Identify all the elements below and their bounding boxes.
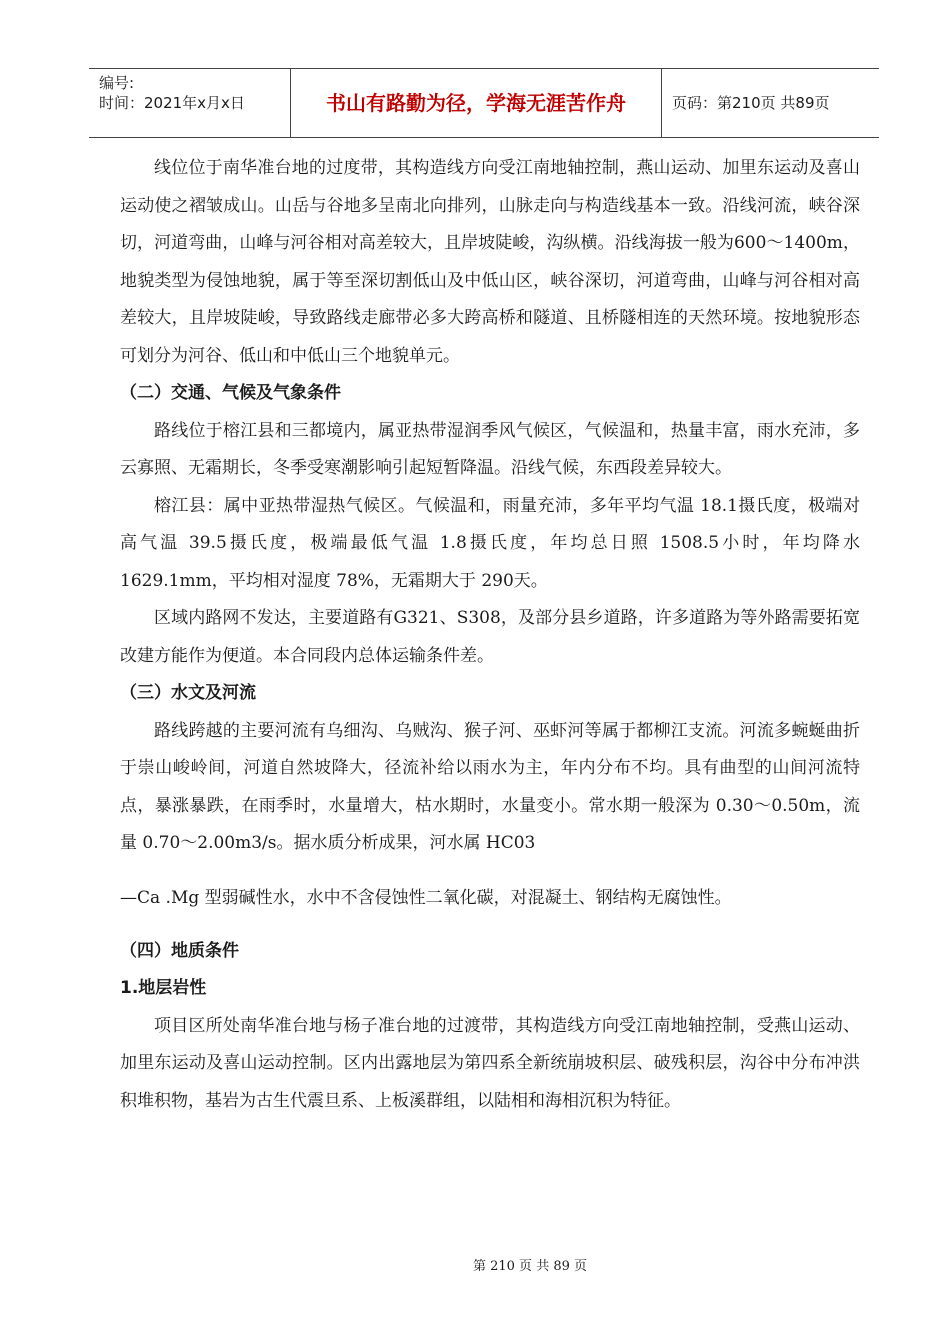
document-body xyxy=(120,150,860,1120)
header-motto: 书山有路勤为径，学海无涯苦作舟 xyxy=(290,69,662,137)
paragraph: 路线位于榕江县和三都境内，属亚热带湿润季风气候区，气候温和，热量丰富，雨水充沛，多云寡照、无霜期长，冬季受寒潮影响引起短暂降温。沿线气候，东西段差异较大。 xyxy=(120,420,860,478)
header-meta xyxy=(89,69,290,137)
page-footer: 第 210 页 共 89 页 xyxy=(472,1259,588,1274)
section-heading: （二）交通、气候及气象条件 xyxy=(120,383,341,403)
paragraph: —Ca .Mg 型弱碱性水，水中不含侵蚀性二氧化碳，对混凝土、钢结构无腐蚀性。 xyxy=(120,887,732,908)
paragraph: 线位位于南华准台地的过度带，其构造线方向受江南地轴控制，燕山运动、加里东运动及喜山运动使之褶皱成山。山岳与谷地多呈南北向排列，山脉走向与构造线基本一致。沿线河流，峡谷深切，河道弯曲，山峰与河谷相对高差较大，且岸坡陡峻，沟纵横。沿线海拔一般为600～1400m，地貌类型为侵蚀地貌，属于等至深切割低山及中低山区，峡谷深切，河道弯曲，山峰与河谷相对高差较大，且岸坡陡峻，导致路线走廊带必多大跨高桥和隧道、且桥隧相连的天然环境。按地貌形态可划分为河谷、低山和中低山三个地貌单元。 xyxy=(120,158,860,366)
document-date: 时间：2021年x月x日 xyxy=(99,94,245,112)
paragraph: 项目区所处南华准台地与杨子准台地的过渡带，其构造线方向受江南地轴控制，受燕山运动、加里东运动及喜山运动控制。区内出露地层为第四系全新统崩坡积层、破残积层，沟谷中分布冲洪积堆积物，基岩为古生代震旦系、上板溪群组，以陆相和海相沉积为特征。 xyxy=(120,1015,860,1111)
paragraph: 区域内路网不发达，主要道路有G321、S308，及部分县乡道路，许多道路为等外路需要拓宽改建方能作为便道。本合同段内总体运输条件差。 xyxy=(120,608,860,666)
paragraph: 榕江县：属中亚热带湿热气候区。气候温和，雨量充沛，多年平均气温 18.1摄氏度，极端对高气温 39.5摄氏度，极端最低气温 1.8摄氏度，年均总日照 1508.5小时，年均降水 1629.1mm，平均相对湿度 78%，无霜期大于 290天。 xyxy=(120,495,860,591)
section-heading: （四）地质条件 xyxy=(120,940,239,961)
document-code: 编号: xyxy=(99,74,135,92)
page-header xyxy=(89,68,879,138)
paragraph: 路线跨越的主要河流有乌细沟、乌贼沟、猴子河、巫虾河等属于都柳江支流。河流多蜿蜒曲折于崇山峻岭间，河道自然坡降大，径流补给以雨水为主，年内分布不均。具有曲型的山间河流特点，暴涨暴跌，在雨季时，水量增大，枯水期时，水量变小。常水期一般深为 0.30～0.50m，流量 0.70～2.00m3/s。据水质分析成果，河水属 HC03 xyxy=(120,720,860,853)
subsection-heading: 1.地层岩性 xyxy=(120,978,207,998)
section-heading: （三）水文及河流 xyxy=(120,683,256,703)
header-page-number: 页码：第210页 共89页 xyxy=(672,94,830,112)
